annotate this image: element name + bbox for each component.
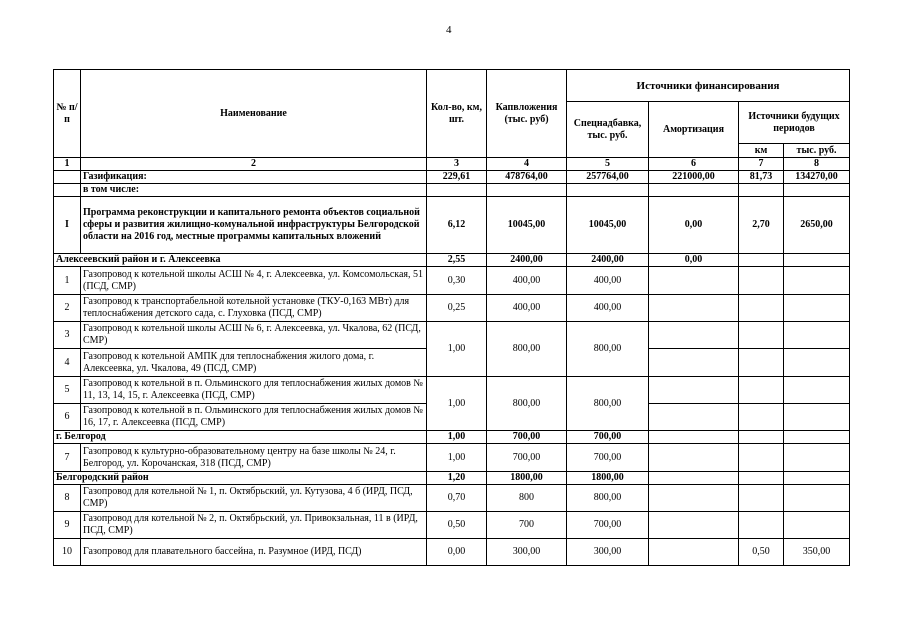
page-number: 4 — [446, 24, 452, 36]
table-row — [54, 485, 850, 512]
row-qty: 0,25 — [427, 295, 487, 322]
row-name: г. Белгород — [54, 431, 427, 444]
table-row — [54, 377, 850, 404]
row-invest: 700,00 — [487, 444, 567, 472]
row-km: 0,50 — [739, 539, 784, 566]
row-invest: 700,00 — [487, 431, 567, 444]
row-num: 6 — [54, 404, 81, 431]
header-amort: Амортизация — [649, 102, 739, 158]
table-row — [54, 254, 850, 267]
row-km: 2,70 — [739, 197, 784, 254]
col-number: 6 — [649, 158, 739, 171]
row-invest: 800,00 — [487, 377, 567, 431]
col-number: 3 — [427, 158, 487, 171]
row-num: I — [54, 197, 81, 254]
row-num: 1 — [54, 267, 81, 295]
row-amort: 221000,00 — [649, 171, 739, 184]
row-amort: 0,00 — [649, 254, 739, 267]
row-invest: 800 — [487, 485, 567, 512]
header-name: Наименование — [81, 70, 427, 158]
row-qty: 0,30 — [427, 267, 487, 295]
row-num: 7 — [54, 444, 81, 472]
row-invest: 400,00 — [487, 267, 567, 295]
row-invest: 10045,00 — [487, 197, 567, 254]
header-rub: тыс. руб. — [784, 144, 850, 158]
table-row — [54, 197, 850, 254]
row-qty: 1,00 — [427, 444, 487, 472]
row-name: Газификация: — [81, 171, 427, 184]
row-surcharge: 700,00 — [567, 512, 649, 539]
row-name: Газопровод к котельной АМПК для теплоснабжения жилого дома, г. Алексеевка, ул. Чкалова, 49 (ПСД, СМР) — [81, 349, 427, 377]
table-row — [54, 539, 850, 566]
row-rub: 2650,00 — [784, 197, 850, 254]
row-rub: 350,00 — [784, 539, 850, 566]
row-rub: 134270,00 — [784, 171, 850, 184]
row-name: Программа реконструкции и капитального ремонта объектов социальной сферы и развития жилищно-комунальной инфраструктуры Белгородской области на 2016 год, местные программы капитальных вложений — [81, 197, 427, 254]
row-qty: 6,12 — [427, 197, 487, 254]
financing-table — [53, 69, 850, 566]
row-invest: 800,00 — [487, 322, 567, 377]
table-row — [54, 171, 850, 184]
row-num: 5 — [54, 377, 81, 404]
row-name: Газопровод к котельной в п. Ольминского для теплоснабжения жилых домов № 16, 17, г. Алексеевка (ПСД, СМР) — [81, 404, 427, 431]
row-name: Газопровод для плавательного бассейна, п. Разумное (ИРД, ПСД) — [81, 539, 427, 566]
row-surcharge: 10045,00 — [567, 197, 649, 254]
row-invest: 2400,00 — [487, 254, 567, 267]
row-qty: 229,61 — [427, 171, 487, 184]
header-invest: Капвложения (тыс. руб) — [487, 70, 567, 158]
row-surcharge: 700,00 — [567, 444, 649, 472]
table-row — [54, 472, 850, 485]
header-qty: Кол-во, км, шт. — [427, 70, 487, 158]
row-surcharge: 257764,00 — [567, 171, 649, 184]
col-number: 2 — [81, 158, 427, 171]
row-surcharge: 800,00 — [567, 485, 649, 512]
table-row — [54, 267, 850, 295]
row-name: в том числе: — [81, 184, 427, 197]
col-number: 4 — [487, 158, 567, 171]
header-surcharge: Спецнадбавка, тыс. руб. — [567, 102, 649, 158]
row-qty: 1,00 — [427, 431, 487, 444]
row-amort: 0,00 — [649, 197, 739, 254]
row-surcharge: 400,00 — [567, 295, 649, 322]
row-name: Газопровод к котельной в п. Ольминского для теплоснабжения жилых домов № 11, 13, 14, 15, г. Алексеевка (ПСД, СМР) — [81, 377, 427, 404]
row-qty: 0,70 — [427, 485, 487, 512]
row-invest: 400,00 — [487, 295, 567, 322]
row-num: 4 — [54, 349, 81, 377]
row-surcharge: 2400,00 — [567, 254, 649, 267]
row-num: 10 — [54, 539, 81, 566]
table-row — [54, 512, 850, 539]
row-num: 3 — [54, 322, 81, 349]
row-name: Белгородский район — [54, 472, 427, 485]
row-qty: 0,50 — [427, 512, 487, 539]
table-row — [54, 184, 850, 197]
header-sources: Источники финансирования — [567, 70, 850, 102]
row-surcharge: 800,00 — [567, 322, 649, 377]
row-qty: 0,00 — [427, 539, 487, 566]
row-qty: 1,00 — [427, 377, 487, 431]
row-num: 9 — [54, 512, 81, 539]
row-name: Газопровод для котельной № 1, п. Октябрьский, ул. Кутузова, 4 б (ИРД, ПСД, СМР) — [81, 485, 427, 512]
row-qty: 1,20 — [427, 472, 487, 485]
table-row — [54, 431, 850, 444]
table-row — [54, 322, 850, 349]
col-number: 5 — [567, 158, 649, 171]
col-number: 7 — [739, 158, 784, 171]
row-name: Газопровод к котельной школы АСШ № 6, г. Алексеевка, ул. Чкалова, 62 (ПСД, СМР) — [81, 322, 427, 349]
col-number: 1 — [54, 158, 81, 171]
row-surcharge: 700,00 — [567, 431, 649, 444]
table-row — [54, 444, 850, 472]
row-name: Газопровод к котельной школы АСШ № 4, г. Алексеевка, ул. Комсомольская, 51 (ПСД, СМР) — [81, 267, 427, 295]
row-invest: 300,00 — [487, 539, 567, 566]
row-invest: 478764,00 — [487, 171, 567, 184]
header-future: Источники будущих периодов — [739, 102, 850, 144]
row-num: 8 — [54, 485, 81, 512]
table-row — [54, 295, 850, 322]
row-name: Газопровод к транспортабельной котельной установке (ТКУ-0,163 МВт) для теплоснабжения детского сада, с. Глуховка (ПСД, СМР) — [81, 295, 427, 322]
row-surcharge: 400,00 — [567, 267, 649, 295]
row-qty: 1,00 — [427, 322, 487, 377]
row-name: Газопровод к культурно-образовательному центру на базе школы № 24, г. Белгород, ул. Корочанская, 318 (ПСД, СМР) — [81, 444, 427, 472]
row-name: Газопровод для котельной № 2, п. Октябрьский, ул. Привокзальная, 11 в (ИРД, ПСД, СМР) — [81, 512, 427, 539]
row-qty: 2,55 — [427, 254, 487, 267]
header-num: № п/п — [54, 70, 81, 158]
row-num: 2 — [54, 295, 81, 322]
col-number: 8 — [784, 158, 850, 171]
row-invest: 1800,00 — [487, 472, 567, 485]
row-name: Алексеевский район и г. Алексеевка — [54, 254, 427, 267]
row-km: 81,73 — [739, 171, 784, 184]
row-surcharge: 800,00 — [567, 377, 649, 431]
row-surcharge: 1800,00 — [567, 472, 649, 485]
row-invest: 700 — [487, 512, 567, 539]
header-km: км — [739, 144, 784, 158]
row-surcharge: 300,00 — [567, 539, 649, 566]
